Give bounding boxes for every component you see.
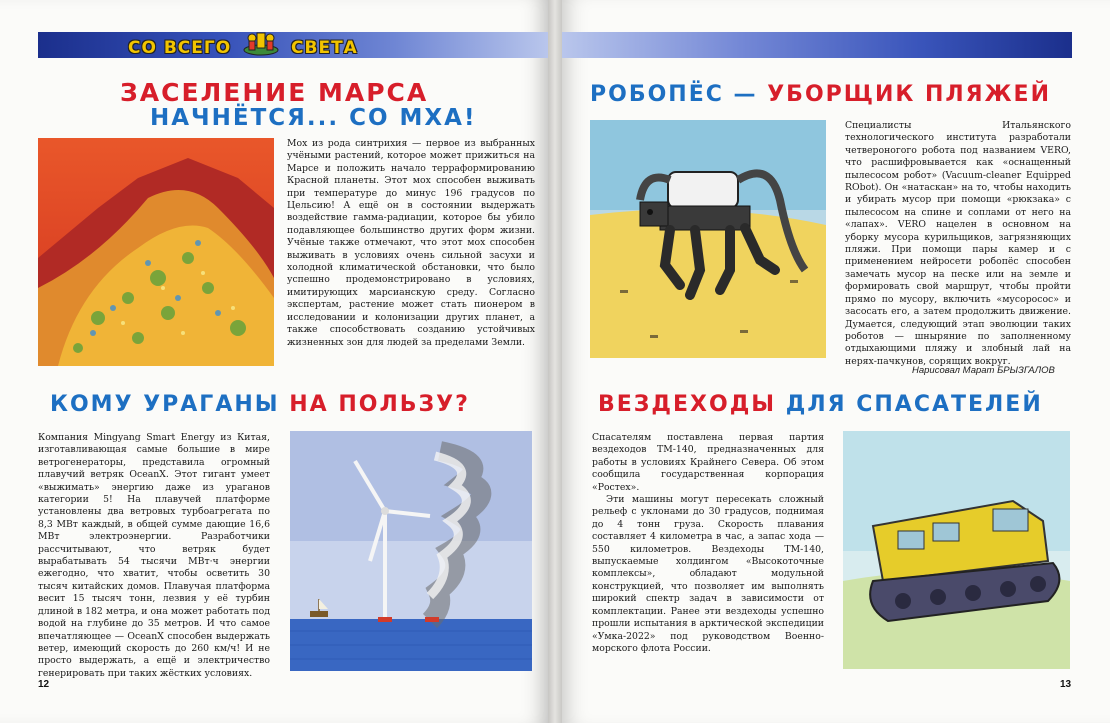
header-band-right (562, 32, 1072, 58)
vehicles-paragraph-2: Эти машины могут пересекать сложный рельеф с уклонами до 30 градусов, поднимая до 4 тонн груза. Скорость плавания составляет 4 километра в час, а запас хода — 550 километров. Вездеходы ТМ-140, выпускаемые холдингом «Высокоточные комплексы», обладают модульной конструкцией, что позволяет им выполнять широкий спектр задач в зависимости от комплектации. Ранее эти вездеходы успешно прошли испытания в арктической экспедиции «Умка-2022» под руководством Военно-морского флота России. (592, 494, 824, 654)
mars-title-line1: ЗАСЕЛЕНИЕ МАРСА (120, 78, 429, 107)
wind-turbine-illustration (290, 431, 532, 671)
mars-title-line2: НАЧНЁТСЯ... СО МХА! (150, 105, 477, 131)
hurricanes-title-part2: НА ПОЛЬЗУ? (289, 392, 470, 417)
mars-moss-illustration (38, 138, 274, 366)
robodog-title (590, 82, 1051, 107)
all-terrain-vehicle-illustration (843, 431, 1070, 669)
hurricanes-title (50, 392, 470, 417)
page-number-right: 13 (1060, 679, 1072, 690)
vehicles-title (598, 392, 1043, 417)
globe-figures-icon (241, 30, 281, 66)
vehicles-title-part2: ДЛЯ СПАСАТЕЛЕЙ (785, 392, 1043, 417)
robodog-title-part2: УБОРЩИК ПЛЯЖЕЙ (767, 82, 1051, 107)
vehicles-paragraph-1: Спасателям поставлена первая партия вездеходов ТМ-140, предназначенных для работы в условиях Крайнего Севера. Об этом сообщила государственная корпорация «Ростех». (592, 432, 824, 493)
robodog-article-text: Специалисты Итальянского технологического института разработали четвероногого робота под названием VERO, что расшифровывается как «оснащенный пылесосом робот» (Vacuum-cleaner Equipped RObot). Он «натаскан» на то, чтобы находить и убирать мусор при помощи «рюкзака» с пылесосом на спине и соплами от него на «лапах». VERO нацелен в основном на уборку мусора курильщиков, загрязняющих пляжи. При помощи пары камер и с применением нейросети робопёс способен замечать мусор на песке или на земле и формировать свой маршрут, чтобы пройти прямо по мусору, включить «мусоросос» и засосать его, а затем продолжить движение. Думается, следующий этап эволюции таких роботов — шныряние по заполненному отдыхающими пляжу и злобный лай на нерях-пачкунов, сорящих вокруг. (845, 120, 1071, 367)
illustrator-credit: Нарисовал Марат БРЫЗГАЛОВ (912, 365, 1055, 376)
robodog-illustration (590, 120, 826, 358)
vehicles-title-part1: ВЕЗДЕХОДЫ (598, 392, 777, 417)
hurricanes-title-part1: КОМУ УРАГАНЫ (50, 392, 280, 417)
hurricanes-article-text: Компания Mingyang Smart Energy из Китая, изготавливающая самые большие в мире ветрогенераторы, представила огромный плавучий ветряк OceanX. Этот гигант умеет «выжимать» энергию даже из ураганов категории 5! На плавучей платформе установлены два ветровых турбоагрегата по 8,3 МВт каждый, в общей сумме дающие 16,6 МВт электроэнергии. Разработчики рассчитывают, что ветряк будет вырабатывать 54 тысячи МВт·ч энергии ежегодно, что хватит, чтобы осветить 30 тысяч китайских домов. Плавучая платформа весит 15 тысяч тонн, лезвия у её турбин длиной в 182 метра, и она может работать под водой на глубине до 35 метров. И что самое впечатляющее — OceanX способен выдержать ветер, имеющий скорость до 260 км/ч! И не просто выдержать, а ещё и электричество генерировать при таких жёстких условиях. (38, 432, 270, 679)
section-rubric (128, 30, 358, 60)
vehicles-article-text (592, 432, 824, 655)
mars-article-text: Мох из рода синтрихия — первое из выбранных учёными растений, которое может прижиться на Марсе и положить начало терраформированию Красной планеты. Этот мох способен выживать при температуре до минус 196 градусов по Цельсию! А ещё он в состоянии выдержать воздействие гамма-радиации, которое бы убило подавляющее большинство других форм жизни. Учёные также отмечают, что этот мох способен выживать в условиях очень сильной засухи и холодной климатической обстановки, что было успешно продемонстрировано в условиях, имитирующих марсианскую среду. Согласно экспертам, растение может стать пионером в исследовании и колонизации других планет, а также способствовать созданию устойчивых жизненных зон для людей за пределами Земли. (287, 138, 535, 348)
rubric-part1: СО ВСЕГО (128, 38, 232, 58)
page-gutter (548, 0, 562, 723)
page-number-left: 12 (38, 679, 50, 690)
robodog-title-part1: РОБОПЁС — (590, 82, 758, 107)
rubric-part2: СВЕТА (291, 38, 358, 58)
